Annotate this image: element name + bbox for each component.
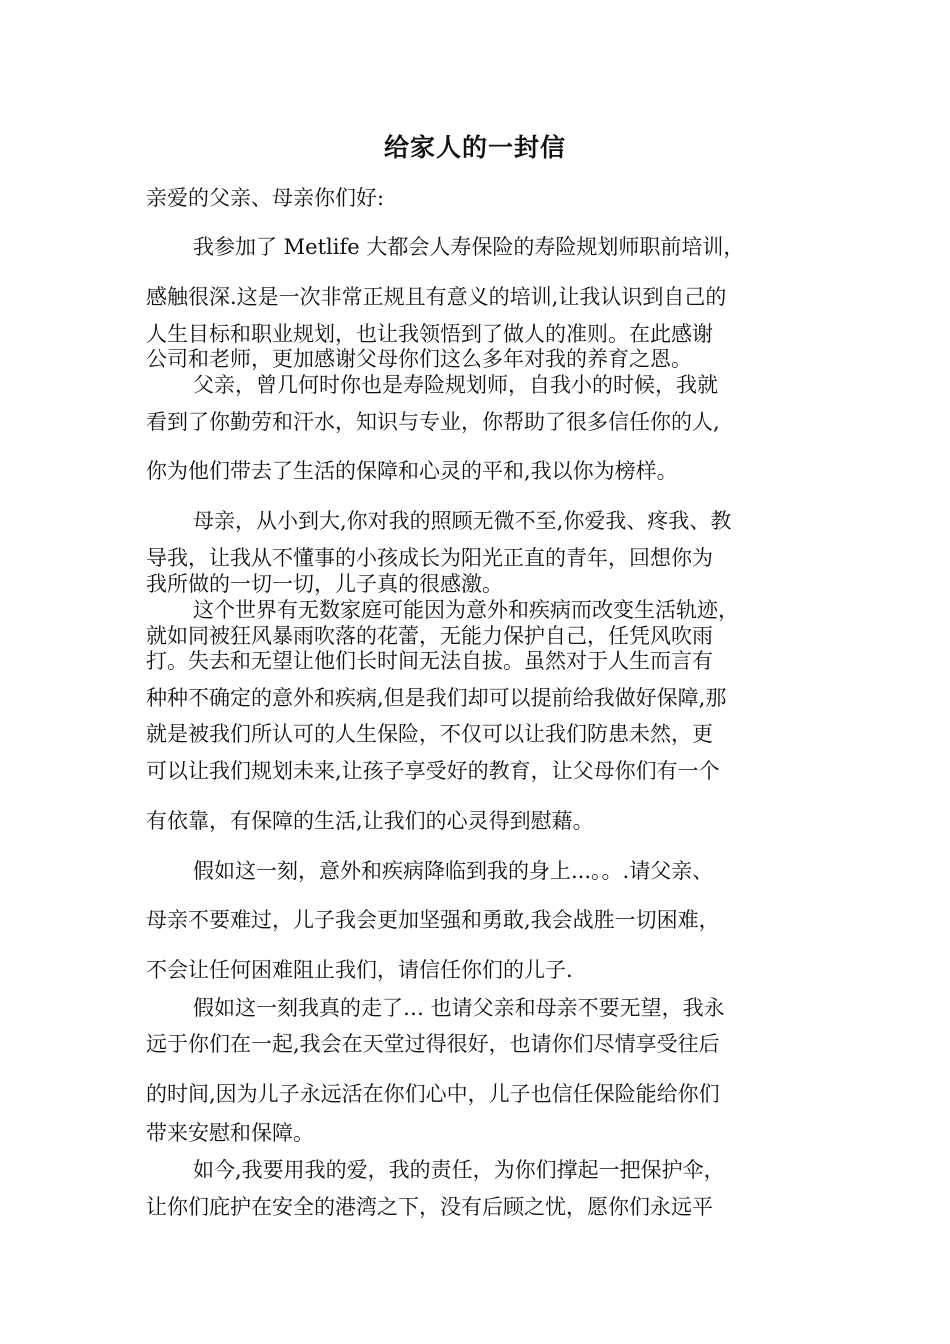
paragraph-line: 母亲，从小到大,你对我的照顾无微不至,你爱我、疼我、教: [193, 509, 732, 533]
paragraph-line: 让你们庇护在安全的港湾之下，没有后顾之忧，愿你们永远平: [146, 1195, 713, 1219]
paragraph-line: 人生目标和职业规划，也让我领悟到了做人的准则。在此感谢: [146, 322, 713, 346]
paragraph-line: 可以让我们规划未来,让孩子享受好的教育，让父母你们有一个: [146, 759, 720, 783]
paragraph-line: 公司和老师，更加感谢父母你们这么多年对我的养育之恩。: [146, 347, 692, 371]
paragraph-line: 打。失去和无望让他们长时间无法自拔。虽然对于人生而言有: [146, 649, 713, 673]
letter-title: 给家人的一封信: [383, 133, 566, 162]
paragraph-line: 看到了你勤劳和汗水，知识与专业，你帮助了很多信任你的人,: [146, 410, 720, 434]
paragraph-line: 如今,我要用我的爱，我的责任，为你们撑起一把保护伞，: [193, 1158, 725, 1182]
paragraph-line: 母亲不要难过，儿子我会更加坚强和勇敢,我会战胜一切困难，: [146, 908, 720, 932]
paragraph-line: 不会让任何困难阻止我们，请信任你们的儿子.: [146, 958, 573, 982]
paragraph-line: 假如这一刻我真的走了… 也请父亲和母亲不要无望，我永: [193, 996, 725, 1020]
paragraph-line: 有依靠，有保障的生活,让我们的心灵得到慰藉。: [146, 809, 594, 833]
paragraph-line: 远于你们在一起,我会在天堂过得很好，也请你们尽情享受往后: [146, 1032, 720, 1056]
paragraph-line: 感触很深.这是一次非常正规且有意义的培训,让我认识到自己的: [146, 285, 727, 309]
paragraph-line: 的时间,因为儿子永远活在你们心中，儿子也信任保险能给你们: [146, 1082, 720, 1106]
paragraph-line: 这个世界有无数家庭可能因为意外和疾病而改变生活轨迹，: [193, 598, 739, 622]
paragraph-line: 你为他们带去了生活的保障和心灵的平和,我以你为榜样。: [146, 459, 678, 483]
paragraph-line: 假如这一刻，意外和疾病降临到我的身上...。。.请父亲、: [193, 859, 714, 883]
paragraph-line: 我参加了 Metlife 大都会人寿保险的寿险规划师职前培训，: [193, 235, 745, 259]
paragraph-line: 导我，让我从不懂事的小孩成长为阳光正直的青年，回想你为: [146, 546, 713, 570]
salutation: 亲爱的父亲、母亲你们好:: [146, 186, 385, 210]
paragraph-line: 就如同被狂风暴雨吹落的花蕾，无能力保护自己，任凭风吹雨: [146, 624, 713, 648]
paragraph-line: 带来安慰和保障。: [146, 1121, 314, 1145]
paragraph-line: 就是被我们所认可的人生保险，不仅可以让我们防患未然，更: [146, 722, 713, 746]
paragraph-line: 我所做的一切一切，儿子真的很感激。: [146, 572, 503, 596]
paragraph-line: 种种不确定的意外和疾病,但是我们却可以提前给我做好保障,那: [146, 686, 727, 710]
paragraph-line: 父亲，曾几何时你也是寿险规划师，自我小的时候，我就: [193, 373, 718, 397]
